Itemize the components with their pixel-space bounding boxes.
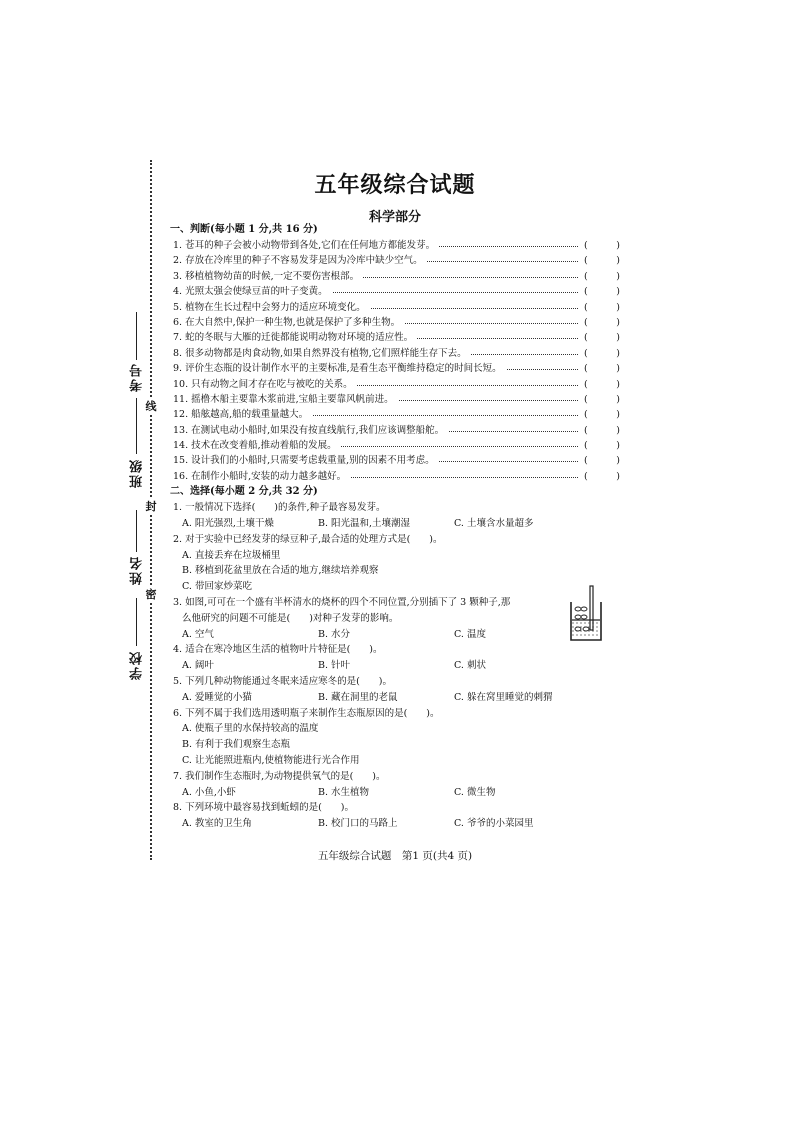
field-line-banji bbox=[136, 398, 137, 454]
label-banji: 班级 bbox=[130, 458, 145, 488]
option-b: B. 校门口的马路上 bbox=[318, 818, 398, 830]
judgment-item bbox=[170, 469, 620, 484]
question-5-options bbox=[170, 690, 620, 706]
paren-open: ( bbox=[584, 240, 588, 251]
option-c: C. 带回家炒菜吃 bbox=[182, 581, 252, 593]
judgment-item bbox=[170, 407, 620, 422]
beaker-with-seeds-figure bbox=[568, 584, 604, 644]
judgment-item bbox=[170, 238, 620, 253]
paren-open: ( bbox=[584, 347, 588, 359]
paren-close: ) bbox=[616, 440, 620, 452]
paren-open: ( bbox=[584, 255, 588, 267]
seal-char-xian: 线 bbox=[145, 400, 157, 413]
paren-open: ( bbox=[584, 424, 588, 436]
option-b: B. 阳光温和,土壤潮湿 bbox=[318, 518, 411, 530]
judgment-text: 6. 在大自然中,保护一种生物,也就是保护了多种生物。 bbox=[173, 315, 404, 330]
question-3-line1: 3. 如图,可可在一个盛有半杯清水的烧杯的四个不同位置,分别插下了 3 颗种子,那 bbox=[173, 597, 511, 609]
option-a: A. 爱睡觉的小猫 bbox=[182, 691, 252, 703]
judgment-text: 5. 植物在生长过程中会努力的适应环境变化。 bbox=[173, 300, 370, 315]
section2-heading: 二、选择(每小题 2 分,共 32 分) bbox=[170, 486, 318, 498]
question-2: 2. 对于实验中已经发芽的绿豆种子,最合适的处理方式是( )。 bbox=[173, 533, 443, 545]
paren-close: ) bbox=[616, 424, 620, 436]
judgment-item bbox=[170, 453, 620, 468]
exam-content bbox=[170, 222, 620, 832]
judgment-item bbox=[170, 269, 620, 284]
option-c: C. 土壤含水量超多 bbox=[454, 518, 534, 530]
section1-heading: 一、判断(每小题 1 分,共 16 分) bbox=[170, 224, 318, 235]
paren-open: ( bbox=[584, 316, 588, 328]
judgment-text: 13. 在测试电动小船时,如果没有按直线航行,我们应该调整船舵。 bbox=[173, 423, 448, 438]
paren-open: ( bbox=[584, 378, 588, 390]
judgment-item bbox=[170, 423, 620, 438]
option-c: C. 刺状 bbox=[454, 660, 486, 672]
judgment-item bbox=[170, 346, 620, 361]
judgment-item bbox=[170, 284, 620, 299]
field-line-xingming bbox=[136, 510, 137, 552]
judgment-item bbox=[170, 300, 620, 315]
question-5: 5. 下列几种动物能通过冬眠来适应寒冬的是( )。 bbox=[173, 676, 392, 688]
question-7-options bbox=[170, 785, 620, 801]
paren-close: ) bbox=[616, 409, 620, 421]
paren-close: ) bbox=[616, 301, 620, 313]
true-false-list bbox=[170, 238, 620, 484]
option-b: B. 水生植物 bbox=[318, 786, 370, 798]
seal-char-feng: 封 bbox=[145, 500, 157, 513]
paren-close: ) bbox=[616, 347, 620, 359]
judgment-text: 14. 技术在改变着船,推动着船的发展。 bbox=[173, 438, 341, 453]
option-a: A. 教室的卫生角 bbox=[182, 818, 252, 830]
label-xuexiao: 学校 bbox=[130, 650, 145, 680]
seal-char-mi: 密 bbox=[145, 588, 157, 601]
paren-open: ( bbox=[584, 470, 588, 482]
paren-close: ) bbox=[616, 286, 620, 298]
judgment-text: 4. 光照太强会使绿豆苗的叶子变黄。 bbox=[173, 284, 332, 299]
judgment-text: 16. 在制作小船时,安装的动力越多越好。 bbox=[173, 469, 350, 484]
seed bbox=[583, 627, 589, 631]
judgment-text: 2. 存放在冷库里的种子不容易发芽是因为冷库中缺少空气。 bbox=[173, 253, 427, 268]
judgment-item bbox=[170, 253, 620, 268]
question-1-options bbox=[170, 516, 620, 532]
question-8-options bbox=[170, 816, 620, 832]
option-b: B. 藏在洞里的老鼠 bbox=[318, 691, 398, 703]
paren-open: ( bbox=[584, 270, 588, 282]
seed bbox=[581, 607, 587, 611]
option-c: C. 微生物 bbox=[454, 786, 496, 798]
paren-open: ( bbox=[584, 440, 588, 452]
paren-close: ) bbox=[616, 316, 620, 328]
field-line-xuexiao bbox=[136, 598, 137, 646]
seed bbox=[581, 615, 587, 619]
judgment-text: 10. 只有动物之间才存在吃与被吃的关系。 bbox=[173, 377, 357, 392]
option-c: C. 让光能照进瓶内,使植物能进行光合作用 bbox=[182, 755, 360, 766]
option-c: C. 温度 bbox=[454, 628, 486, 640]
paren-open: ( bbox=[584, 286, 588, 298]
paren-open: ( bbox=[584, 363, 588, 375]
option-b: B. 针叶 bbox=[318, 660, 351, 672]
judgment-text: 11. 摇橹木船主要靠木浆前进,宝船主要靠风帆前进。 bbox=[173, 392, 398, 407]
option-a: A. 空气 bbox=[182, 628, 214, 640]
label-kaohao: 考号 bbox=[130, 362, 145, 392]
question-4: 4. 适合在寒冷地区生活的植物叶片特征是( )。 bbox=[173, 644, 383, 656]
question-1: 1. 一般情况下选择( )的条件,种子最容易发芽。 bbox=[173, 502, 386, 514]
paren-close: ) bbox=[616, 378, 620, 390]
option-b: B. 水分 bbox=[318, 628, 351, 640]
paren-close: ) bbox=[616, 363, 620, 375]
paren-open: ( bbox=[584, 332, 588, 344]
paren-close: ) bbox=[616, 270, 620, 282]
paren-close: ) bbox=[616, 255, 620, 267]
question-7: 7. 我们制作生态瓶时,为动物提供氧气的是( )。 bbox=[173, 770, 386, 782]
judgment-item bbox=[170, 377, 620, 392]
paren-close: ) bbox=[616, 332, 620, 344]
option-a: A. 直接丢弃在垃圾桶里 bbox=[182, 549, 281, 561]
judgment-item bbox=[170, 392, 620, 407]
question-4-options bbox=[170, 658, 620, 674]
judgment-item bbox=[170, 330, 620, 345]
judgment-text: 1. 苍耳的种子会被小动物带到各处,它们在任何地方都能发芽。 bbox=[173, 238, 439, 253]
page-footer: 五年级综合试题 第1 页(共4 页) bbox=[317, 850, 473, 862]
paren-open: ( bbox=[584, 301, 588, 313]
paren-close: ) bbox=[616, 455, 620, 467]
page-subtitle: 科学部分 bbox=[368, 210, 421, 225]
judgment-text: 8. 很多动物都是肉食动物,如果自然界没有植物,它们照样能生存下去。 bbox=[173, 346, 471, 361]
seed bbox=[575, 627, 581, 631]
question-3-line2: 么他研究的问题不可能是( )对种子发芽的影响。 bbox=[182, 612, 399, 624]
paren-close: ) bbox=[616, 470, 620, 482]
option-a: A. 阳光强烈,土壤干燥 bbox=[182, 518, 274, 530]
paren-close: ) bbox=[616, 240, 620, 251]
judgment-item bbox=[170, 361, 620, 376]
judgment-text: 7. 蛇的冬眠与大雁的迁徙都能说明动物对环境的适应性。 bbox=[173, 330, 417, 345]
judgment-text: 3. 移植植物幼苗的时候,一定不要伤害根部。 bbox=[173, 269, 363, 284]
option-c: C. 躲在窝里睡觉的刺猬 bbox=[454, 691, 553, 703]
question-6: 6. 下列不属于我们选用透明瓶子来制作生态瓶原因的是( )。 bbox=[173, 707, 440, 719]
seed bbox=[575, 607, 581, 611]
option-a: A. 使瓶子里的水保持较高的温度 bbox=[182, 723, 319, 735]
seed bbox=[575, 615, 581, 619]
paren-open: ( bbox=[584, 393, 588, 405]
option-a: A. 小鱼,小虾 bbox=[182, 786, 236, 798]
option-c: C. 爷爷的小菜园里 bbox=[454, 818, 534, 830]
option-b: B. 移植到花盆里放在合适的地方,继续培养观察 bbox=[182, 565, 379, 577]
page-title: 五年级综合试题 bbox=[314, 172, 476, 198]
judgment-text: 15. 设计我们的小船时,只需要考虑载重量,别的因素不用考虑。 bbox=[173, 453, 439, 468]
paren-close: ) bbox=[616, 393, 620, 405]
question-3-options bbox=[170, 627, 620, 643]
judgment-item bbox=[170, 438, 620, 453]
glass-rod bbox=[590, 586, 593, 630]
paren-open: ( bbox=[584, 409, 588, 421]
question-8: 8. 下列环境中最容易找到蚯蚓的是( )。 bbox=[173, 802, 354, 814]
option-b: B. 有利于我们观察生态瓶 bbox=[182, 739, 291, 751]
field-line-kaohao bbox=[136, 312, 137, 360]
option-a: A. 阔叶 bbox=[182, 660, 214, 672]
judgment-text: 9. 评价生态瓶的设计制作水平的主要标准,是看生态平衡维持稳定的时间长短。 bbox=[173, 361, 506, 376]
label-xingming: 姓名 bbox=[130, 555, 145, 585]
paren-open: ( bbox=[584, 455, 588, 467]
judgment-text: 12. 船舷越高,船的载重量越大。 bbox=[173, 407, 312, 422]
judgment-item bbox=[170, 315, 620, 330]
